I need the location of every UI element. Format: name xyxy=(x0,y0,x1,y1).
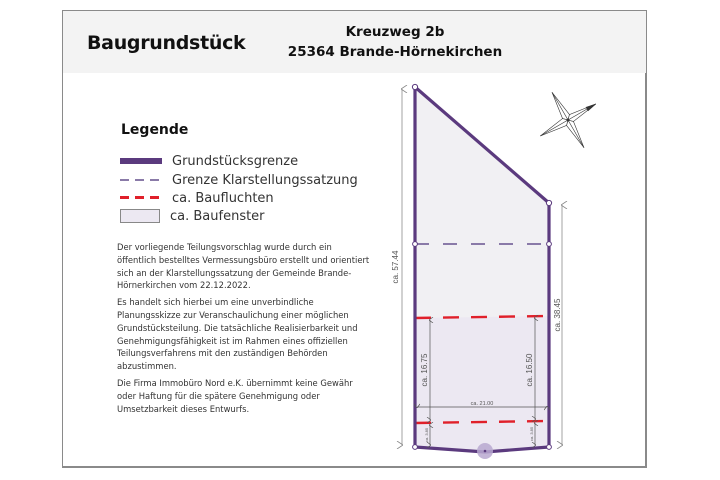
disclaimer-paragraph-3: Die Firma Immobüro Nord e.K. übernimmt keine Gewähr oder Haftung für die spätere Genehmigung oder Umsetzbarkeit dieses Entwurfs. xyxy=(117,377,353,414)
dim-label-inner-left: ca. 16.75 xyxy=(420,353,429,387)
dim-label-bottom-left: ca. 3.85 xyxy=(424,427,429,443)
disclaimer-paragraph-2: Es handelt sich hierbei um eine unverbindliche Planungsskizze zur Veranschaulichung einer möglichen Grundstücksteilung. Die tatsächliche Realisierbarkeit und Genehmigungsfähigkeit ist im Rahmen eines offiziellen Teilungsverfahrens mit den zuständigen Behörden abzustimmen. xyxy=(117,297,358,372)
disclaimer-paragraph-1: Der vorliegende Teilungsvorschlag wurde durch ein öffentlich bestelltes Vermessungsbüro erstellt und orientiert sich an der Klarstellungssatzung der Gemeinde Brande-Hörnerkirchen vom 22.12.2022. xyxy=(117,242,370,291)
legend-label: Grundstücksgrenze xyxy=(172,153,299,169)
dim-label-width: ca. 21.00 xyxy=(470,401,494,407)
dim-label-left-total: ca. 57.44 xyxy=(391,250,400,284)
address-street: Kreuzweg 2b xyxy=(345,24,445,40)
page-title: Baugrundstück xyxy=(87,32,246,54)
plot-area xyxy=(415,87,549,452)
legend-label: ca. Baufenster xyxy=(170,208,265,224)
compass-rose-icon xyxy=(524,76,611,163)
dim-label-inner-right: ca. 16.50 xyxy=(525,353,534,387)
legend-label: ca. Baufluchten xyxy=(172,190,274,206)
legend-title: Legende xyxy=(121,122,189,138)
dim-label-bottom-right: ca. 3.85 xyxy=(529,426,534,442)
dim-label-right-total: ca. 38.45 xyxy=(553,298,562,332)
legend-label: Grenze Klarstellungssatzung xyxy=(172,172,358,188)
address-city: 25364 Brande-Hörnekirchen xyxy=(287,44,503,60)
